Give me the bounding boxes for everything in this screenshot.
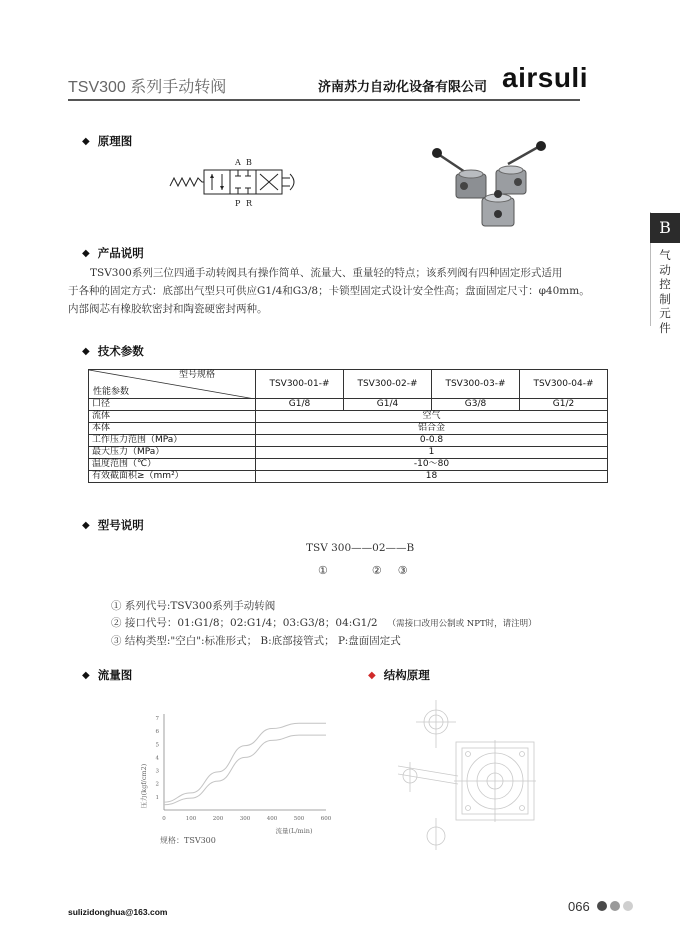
spec-row [89, 471, 608, 483]
port-a-label: A [235, 158, 241, 167]
x-tick-label: 300 [239, 816, 251, 822]
diamond-bullet-icon: ◆ [82, 345, 90, 357]
diamond-bullet-icon: ◆ [82, 135, 90, 147]
spec-model-header: TSV300-04-# [520, 370, 608, 399]
x-tick-label: 600 [320, 816, 332, 822]
model-item-text: ② 接口代号：01:G1/8；02:G1/4；03:G3/8；04:G1/2 [111, 617, 378, 629]
spec-row-label: 温度范围（℃） [89, 459, 256, 471]
section-description-label: 产品说明 [97, 246, 144, 260]
page-dot-mid [610, 901, 620, 911]
model-code: TSV 300——02——B [306, 542, 415, 554]
model-item-note: （需接口改用公制或 NPT时，请注明） [387, 619, 537, 629]
flow-chart-x-label: 流量(L/min) [275, 827, 313, 835]
spec-cell: 铝合金 [256, 423, 608, 435]
section-model-label: 型号说明 [97, 518, 144, 532]
diamond-bullet-icon: ◆ [368, 669, 376, 681]
spec-row [89, 411, 608, 423]
product-photo [428, 138, 548, 242]
model-index: ① [318, 564, 328, 577]
model-explanation-list [111, 598, 537, 650]
spec-cell: G1/8 [256, 399, 344, 411]
header-divider [68, 99, 580, 101]
spec-row [89, 447, 608, 459]
model-index: ③ [397, 564, 408, 577]
spec-model-header: TSV300-01-# [256, 370, 344, 399]
footer-email: sulizidonghua@163.com [68, 907, 168, 917]
model-code-indices [318, 564, 408, 577]
spec-cell: 18 [256, 471, 608, 483]
spec-row [89, 459, 608, 471]
port-b-label: B [246, 158, 252, 167]
description-line-1: TSV300系列三位四通手动转阀具有操作简单、流量大、重量轻的特点；该系列阀有四种固定形式适用 [90, 267, 563, 279]
page-number: 066 [568, 899, 590, 914]
valve-symbol-diagram [168, 156, 318, 212]
flow-chart-y-label: 压力(kgf/cm2) [140, 763, 148, 809]
section-flow [82, 667, 132, 683]
description-line-2: 于各种的固定方式：底部出气型只可供应G1/4和G3/8；卡锁型固定式设计安全性高；盘面固定尺寸：φ40mm。 [68, 285, 590, 297]
diamond-bullet-icon: ◆ [82, 247, 90, 259]
flow-chart-axes [164, 714, 326, 810]
spec-row [89, 435, 608, 447]
port-r-label: R [246, 199, 253, 208]
spec-cell: G1/4 [344, 399, 432, 411]
side-tab-text: 气动控制元件 [659, 248, 671, 335]
spec-cell: 0-0.8 [256, 435, 608, 447]
flow-chart-y-ticks [156, 716, 160, 801]
spec-row-label: 流体 [89, 411, 256, 423]
page-dot-light [623, 901, 633, 911]
x-tick-label: 400 [266, 816, 278, 822]
spec-row-label: 本体 [89, 423, 256, 435]
structure-drawing [398, 700, 548, 850]
section-structure [368, 667, 430, 683]
spec-model-header: TSV300-03-# [432, 370, 520, 399]
section-principle-label: 原理图 [97, 134, 133, 148]
header-brand-logo: airsuli [502, 62, 588, 93]
y-tick-label: 1 [155, 794, 159, 801]
y-tick-label: 2 [155, 781, 159, 788]
diamond-bullet-icon: ◆ [82, 669, 90, 681]
x-tick-label: 200 [212, 816, 224, 822]
section-tech-label: 技术参数 [97, 344, 144, 358]
header-title: TSV300 系列手动转阀 [68, 79, 227, 96]
section-principle [82, 133, 132, 149]
spec-corner-cell [89, 370, 256, 399]
spec-model-header: TSV300-02-# [344, 370, 432, 399]
flow-chart-series [164, 723, 326, 804]
spec-cell: 1 [256, 447, 608, 459]
spec-row-port [89, 399, 608, 411]
spec-corner-bottom: 性能参数 [93, 387, 130, 397]
flow-chart [134, 706, 344, 836]
spec-row-label: 最大压力（MPa） [89, 447, 256, 459]
spec-row-label: 有效截面积≥（mm²） [89, 471, 256, 483]
spec-row [89, 423, 608, 435]
section-description [82, 245, 144, 261]
y-tick-label: 5 [155, 742, 159, 749]
y-tick-label: 6 [155, 729, 159, 736]
diamond-bullet-icon: ◆ [82, 519, 90, 531]
x-tick-label: 100 [185, 816, 197, 822]
y-tick-label: 3 [155, 768, 159, 775]
model-item: ① 系列代号:TSV300系列手动转阀 [111, 600, 276, 612]
description-line-3: 内部阀芯有橡胶软密封和陶瓷硬密封两种。 [68, 303, 268, 315]
header-company: 济南苏力自动化设备有限公司 [318, 80, 488, 95]
flow-chart-caption: 规格：TSV300 [160, 836, 216, 845]
x-tick-label: 0 [162, 816, 166, 822]
page-dot-dark [597, 901, 607, 911]
y-tick-label: 4 [155, 755, 159, 762]
model-index: ② [371, 564, 382, 577]
section-tech [82, 343, 144, 359]
side-tab-letter: B [650, 213, 680, 243]
spec-cell: G3/8 [432, 399, 520, 411]
spec-cell: -10～80 [256, 459, 608, 471]
section-structure-label: 结构原理 [383, 668, 430, 682]
spec-table [88, 369, 608, 483]
spec-cell: 空气 [256, 411, 608, 423]
section-model [82, 517, 144, 533]
section-flow-label: 流量图 [97, 668, 133, 682]
spec-row-label: 工作压力范围（MPa） [89, 435, 256, 447]
spec-cell: G1/2 [520, 399, 608, 411]
spec-corner-top: 型号规格 [178, 370, 215, 380]
flow-chart-x-ticks [162, 816, 331, 822]
spec-row-label: 口径 [89, 399, 256, 411]
model-item: ③ 结构类型:"空白":标准形式； B:底部接管式； P:盘面固定式 [111, 635, 401, 647]
port-p-label: P [235, 199, 241, 208]
model-item [111, 615, 537, 633]
x-tick-label: 500 [293, 816, 305, 822]
y-tick-label: 7 [155, 716, 159, 722]
description-text [68, 264, 634, 318]
